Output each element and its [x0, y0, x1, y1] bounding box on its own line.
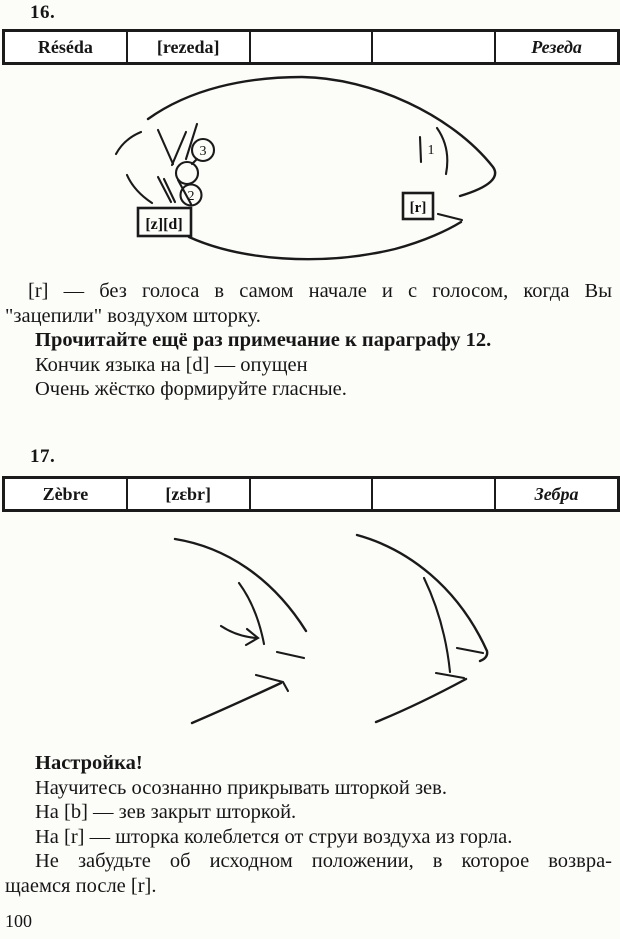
- paragraph-line: На [r] — шторка колеблется от струи воздуха из горла.: [35, 825, 513, 848]
- left-profile-dash-upper: [277, 652, 304, 658]
- right-profile-upper-arc: [357, 535, 487, 661]
- section-17-heading: 17.: [30, 446, 56, 467]
- curtain-curve: [437, 128, 447, 174]
- table-cell-word: Réséda: [5, 32, 128, 62]
- paragraph-line: [r] — без голоса в самом начале и с голосом, когда Вы: [28, 280, 612, 302]
- left-profile-lower-arc: [192, 683, 281, 723]
- paragraph-line: "зацепили" воздухом шторку.: [5, 304, 261, 327]
- section-17-text: [0, 751, 620, 898]
- mouth-cavity-svg: [0, 73, 620, 273]
- right-profile-curtain: [424, 578, 450, 672]
- throat-vertical-stroke: [420, 137, 421, 162]
- mouth-cavity-diagram: [0, 73, 620, 273]
- upper-lip-curve: [116, 132, 141, 154]
- section-16-text: [0, 279, 620, 402]
- right-profile-lower-arc: [376, 679, 466, 722]
- lower-lip-curve: [127, 175, 152, 203]
- table-cell-transcription: [zɛbr]: [128, 479, 251, 509]
- table-cell-blank-1: [251, 32, 374, 62]
- right-profile-dash-upper: [457, 648, 483, 653]
- left-profile-dash-lower: [256, 675, 288, 691]
- throat-profiles-svg: [0, 525, 620, 735]
- page-number: 100: [5, 911, 32, 931]
- circle-2-number: 2: [187, 189, 195, 204]
- table-cell-word: Zèbre: [5, 479, 128, 509]
- zd-label: [z][d]: [145, 216, 183, 233]
- table-cell-blank-2: [373, 479, 496, 509]
- table-cell-transcription: [rezeda]: [128, 32, 251, 62]
- r-label: [r]: [409, 200, 427, 216]
- table-cell-translation: Зебра: [534, 484, 579, 504]
- paragraph-line: щаемся после [r].: [5, 874, 157, 897]
- note-bold-line: Прочитайте ещё раз примечание к параграфу 12.: [35, 329, 492, 351]
- throat-gap-dash: [438, 214, 462, 220]
- paragraph-line: Очень жёстко формируйте гласные.: [35, 378, 347, 400]
- throat-profiles-diagram: [0, 525, 620, 735]
- word-table-17: [2, 476, 620, 512]
- upper-teeth-stroke-1: [158, 130, 173, 164]
- paragraph-line: На [b] — зев закрыт шторкой.: [35, 801, 297, 823]
- tuning-heading: Настройка!: [35, 752, 143, 774]
- paragraph-line: Кончик языка на [d] — опущен: [35, 353, 308, 376]
- throat-number-1: 1: [427, 143, 435, 158]
- right-profile-dash-lower: [436, 673, 464, 678]
- table-cell-blank-2: [373, 32, 496, 62]
- paragraph-line: Не забудьте об исходном положении, в которое возвра-: [35, 850, 612, 872]
- section-16-heading: 16.: [30, 2, 56, 23]
- plain-circle: [176, 162, 198, 184]
- circle-3-number: 3: [199, 144, 207, 159]
- upper-teeth-stroke-2: [172, 132, 186, 165]
- cavity-lower-outline: [189, 222, 461, 259]
- paragraph-line: Научитесь осознанно прикрывать шторкой зев.: [35, 776, 447, 799]
- table-cell-blank-1: [251, 479, 374, 509]
- table-cell-translation: Резеда: [531, 37, 582, 57]
- word-table-16: [2, 29, 620, 65]
